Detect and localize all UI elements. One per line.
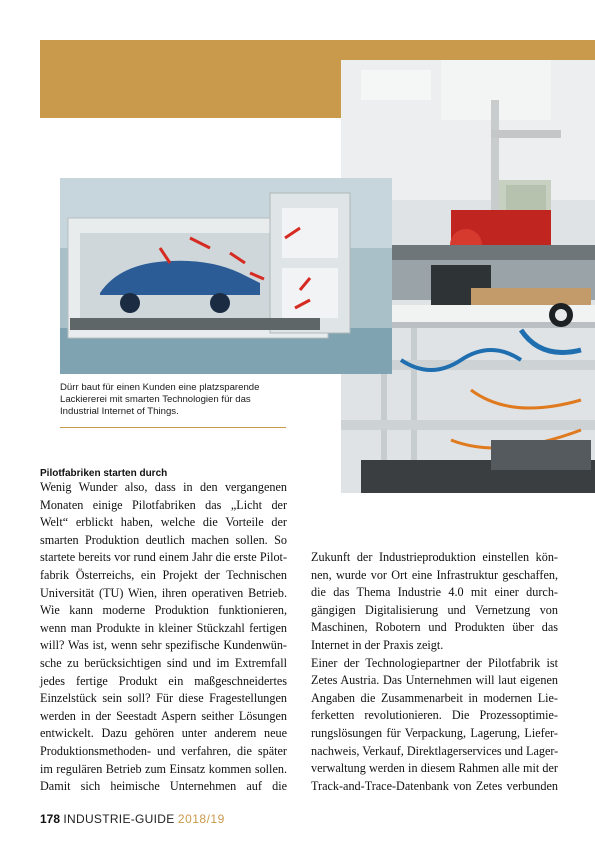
caption-divider [60,427,286,428]
text-line: werden in der Seestadt Aspern seither Lösungen [40,708,287,723]
publication-name: INDUSTRIE-GUIDE [63,812,175,826]
text-line: Zetes Austria. Das Unternehmen will laut eigenen [311,673,558,688]
text-line: Monaten einige Pilotfabriken das „Licht der [40,497,287,512]
text-line: die das Thema Industrie 4.0 mit einer durch- [311,585,558,600]
text-line: Einer der Technologiepartner der Pilotfabrik ist [311,655,558,670]
text-line: Internet in der Praxis zeigt. [311,637,444,652]
caption-line: Dürr baut für einen Kunden eine platzsparende [60,382,260,393]
text-line: Universität (TU) Wien, ihren operativen Betrieb. [40,585,287,600]
publication-year: 2018/19 [177,812,225,826]
text-line: entwickelt. Dazu gehören unter anderem neue [40,726,287,741]
body-column-left [40,479,287,796]
text-line: nen, wurde vor Ort eine Infrastruktur geschaffen, [311,567,558,582]
section-heading: Pilotfabriken starten durch [40,468,168,479]
text-line: sche zu berücksichtigen sind und im Extremfall [40,655,287,670]
text-line: Wie kann moderne Produktion funktionieren, [40,603,287,618]
text-line: will? Was ist, wenn sehr spezifische Kundenwün- [40,638,287,653]
caption-line: Lackiererei mit smarten Technologien für das [60,394,251,405]
page-footer [40,812,225,826]
text-line: Damit sich heimische Unternehmen auf die [40,779,287,794]
text-line: nachweis, Verkauf, Direktlagerservices und Lager- [311,743,559,758]
text-line: verwaltung werden in diesem Rahmen alle mit der [311,761,558,776]
caption-line: Industrial Internet of Things. [60,406,179,417]
text-line: startete bereits vor rund einem Jahr die erste Pilot- [40,550,287,565]
text-line: rungslösungen für Verpackung, Lagerung, Liefer- [311,725,558,740]
text-line: Angaben die Zusammenarbeit in modernen Lie- [311,690,558,705]
image-caption [60,382,290,418]
body-column-right [311,549,558,795]
text-line: smarten Produktion deutlich machen sollen. So [40,532,287,547]
text-line: Einzelstück sein soll? Für diese Fragestellungen [40,691,287,706]
page-number: 178 [40,812,61,826]
text-line: im regulären Betrieb zum Einsatz kommen sollen. [40,761,287,776]
text-line: wenn man Produkte in kleiner Stückzahl fertigen [40,620,287,635]
text-line: Welt“ erblickt haben, welche die Vorteile der [40,515,287,530]
text-line: jedes fertige Produkt ein maßgeschneidertes [40,673,287,688]
text-line: Track-and-Trace-Datenbank von Zetes verbunden [311,778,558,793]
text-line: ferketten revolutionieren. Die Prozessoptimie- [311,708,558,723]
text-line: fabrik Österreichs, ein Projekt der Technischen [40,567,287,582]
text-line: Maschinen, Robotern und Produkten über das [311,620,558,635]
paint-shop-rendering [60,178,392,374]
text-line: gängigen Digitalisierung und Vernetzung von [311,602,558,617]
text-line: Produktionsmethoden- und verfahren, die später [40,743,287,758]
text-line: Zukunft der Industrieproduktion einstellen kön- [311,550,558,564]
text-line: Wenig Wunder also, dass in den vergangenen [40,480,287,494]
